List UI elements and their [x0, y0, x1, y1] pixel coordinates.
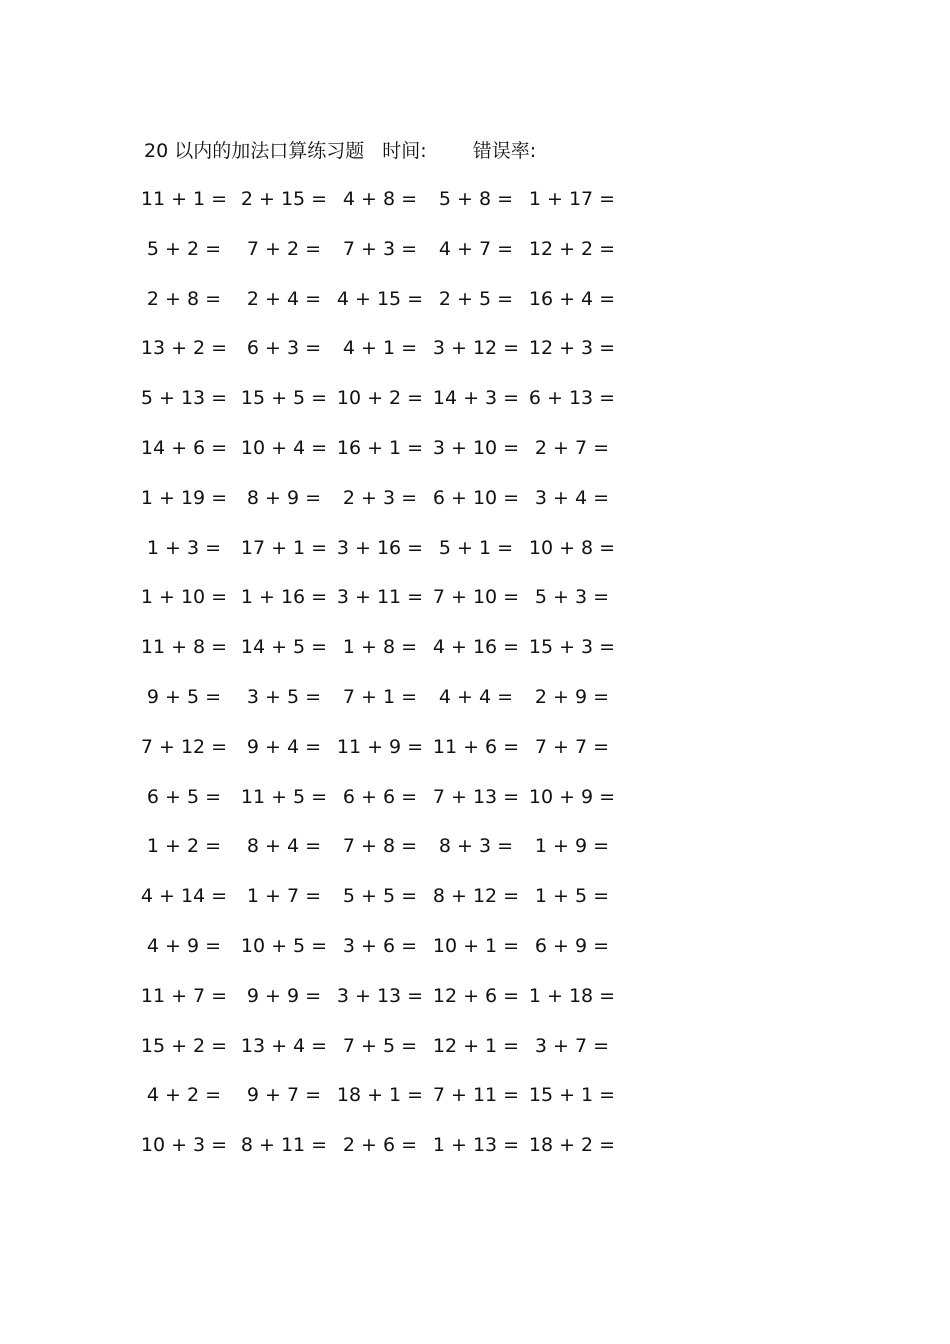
problem-item: 9 + 4 =: [246, 735, 322, 758]
problem-item: 1 + 17 =: [528, 188, 616, 210]
problem-item: 9 + 9 =: [246, 984, 322, 1007]
problem-item: 6 + 13 =: [528, 387, 616, 410]
problem-item: 5 + 8 =: [438, 188, 514, 210]
problem-item: 8 + 9 =: [246, 486, 322, 509]
problem-item: 5 + 1 =: [438, 536, 514, 559]
problem-item: 7 + 8 =: [342, 835, 418, 858]
problem-item: 6 + 3 =: [246, 337, 322, 360]
problem-row: [140, 236, 640, 286]
problem-row: [140, 286, 640, 336]
problem-item: 5 + 5 =: [342, 885, 418, 908]
problem-item: 3 + 4 =: [534, 486, 610, 509]
problem-item: 1 + 19 =: [140, 486, 228, 509]
problem-item: 1 + 7 =: [246, 885, 322, 908]
problem-item: 11 + 9 =: [336, 735, 424, 758]
problem-item: 5 + 2 =: [146, 237, 222, 260]
problem-item: 14 + 5 =: [240, 636, 328, 659]
problem-item: 1 + 10 =: [140, 586, 228, 609]
problem-item: 10 + 1 =: [432, 934, 520, 957]
problem-row: [140, 335, 640, 385]
worksheet-title: 20 以内的加法口算练习题: [144, 140, 365, 162]
problem-item: 8 + 3 =: [438, 835, 514, 858]
problem-item: 8 + 12 =: [432, 885, 520, 908]
problem-item: 2 + 8 =: [146, 287, 222, 310]
problem-grid: [140, 186, 640, 1182]
problem-item: 12 + 2 =: [528, 237, 616, 260]
problem-item: 7 + 2 =: [246, 237, 322, 260]
problem-item: 4 + 7 =: [438, 237, 514, 260]
problem-item: 10 + 2 =: [336, 387, 424, 410]
problem-item: 7 + 5 =: [342, 1034, 418, 1057]
problem-row: [140, 684, 640, 734]
problem-item: 3 + 13 =: [336, 984, 424, 1007]
problem-item: 7 + 10 =: [432, 586, 520, 609]
problem-item: 2 + 5 =: [438, 287, 514, 310]
problem-item: 4 + 4 =: [438, 685, 514, 708]
problem-item: 10 + 5 =: [240, 934, 328, 957]
problem-item: 2 + 15 =: [240, 188, 328, 210]
problem-row: [140, 1082, 640, 1132]
problem-item: 12 + 1 =: [432, 1034, 520, 1057]
problem-item: 12 + 6 =: [432, 984, 520, 1007]
problem-item: 13 + 4 =: [240, 1034, 328, 1057]
problem-item: 1 + 3 =: [146, 536, 222, 559]
problem-item: 16 + 4 =: [528, 287, 616, 310]
problem-item: 5 + 3 =: [534, 586, 610, 609]
problem-item: 4 + 15 =: [336, 287, 424, 310]
problem-item: 1 + 8 =: [342, 636, 418, 659]
problem-row: [140, 784, 640, 834]
problem-item: 10 + 3 =: [140, 1134, 228, 1157]
problem-item: 4 + 16 =: [432, 636, 520, 659]
problem-item: 1 + 16 =: [240, 586, 328, 609]
problem-item: 3 + 5 =: [246, 685, 322, 708]
problem-row: [140, 1132, 640, 1182]
problem-item: 1 + 5 =: [534, 885, 610, 908]
problem-row: [140, 933, 640, 983]
problem-item: 2 + 4 =: [246, 287, 322, 310]
problem-item: 15 + 5 =: [240, 387, 328, 410]
problem-item: 2 + 9 =: [534, 685, 610, 708]
problem-item: 11 + 5 =: [240, 785, 328, 808]
problem-item: 15 + 3 =: [528, 636, 616, 659]
problem-item: 7 + 7 =: [534, 735, 610, 758]
problem-item: 15 + 2 =: [140, 1034, 228, 1057]
problem-item: 9 + 7 =: [246, 1084, 322, 1107]
problem-item: 4 + 8 =: [342, 188, 418, 210]
problem-item: 2 + 6 =: [342, 1134, 418, 1157]
problem-row: [140, 385, 640, 435]
problem-item: 7 + 13 =: [432, 785, 520, 808]
problem-item: 15 + 1 =: [528, 1084, 616, 1107]
problem-row: [140, 883, 640, 933]
problem-item: 2 + 3 =: [342, 486, 418, 509]
problem-item: 10 + 4 =: [240, 436, 328, 459]
problem-item: 8 + 4 =: [246, 835, 322, 858]
problem-item: 6 + 6 =: [342, 785, 418, 808]
problem-row: [140, 833, 640, 883]
problem-row: [140, 535, 640, 585]
problem-item: 7 + 3 =: [342, 237, 418, 260]
problem-item: 4 + 2 =: [146, 1084, 222, 1107]
problem-item: 1 + 2 =: [146, 835, 222, 858]
problem-item: 11 + 1 =: [140, 188, 228, 210]
problem-item: 4 + 14 =: [140, 885, 228, 908]
problem-row: [140, 584, 640, 634]
problem-item: 3 + 10 =: [432, 436, 520, 459]
problem-row: [140, 186, 640, 236]
problem-item: 3 + 11 =: [336, 586, 424, 609]
time-label: 时间:: [382, 140, 427, 162]
problem-item: 7 + 1 =: [342, 685, 418, 708]
problem-item: 1 + 18 =: [528, 984, 616, 1007]
problem-item: 11 + 7 =: [140, 984, 228, 1007]
problem-item: 10 + 8 =: [528, 536, 616, 559]
problem-item: 11 + 8 =: [140, 636, 228, 659]
problem-item: 8 + 11 =: [240, 1134, 328, 1157]
problem-item: 7 + 11 =: [432, 1084, 520, 1107]
problem-row: [140, 983, 640, 1033]
problem-item: 3 + 7 =: [534, 1034, 610, 1057]
problem-item: 3 + 12 =: [432, 337, 520, 360]
worksheet-header: [144, 138, 536, 164]
problem-item: 4 + 1 =: [342, 337, 418, 360]
problem-item: 5 + 13 =: [140, 387, 228, 410]
problem-item: 6 + 9 =: [534, 934, 610, 957]
problem-item: 6 + 5 =: [146, 785, 222, 808]
problem-item: 1 + 13 =: [432, 1134, 520, 1157]
problem-item: 2 + 7 =: [534, 436, 610, 459]
problem-row: [140, 634, 640, 684]
problem-item: 12 + 3 =: [528, 337, 616, 360]
problem-item: 18 + 1 =: [336, 1084, 424, 1107]
problem-item: 11 + 6 =: [432, 735, 520, 758]
problem-item: 13 + 2 =: [140, 337, 228, 360]
problem-row: [140, 734, 640, 784]
problem-item: 3 + 16 =: [336, 536, 424, 559]
problem-item: 6 + 10 =: [432, 486, 520, 509]
problem-row: [140, 435, 640, 485]
problem-item: 16 + 1 =: [336, 436, 424, 459]
problem-item: 17 + 1 =: [240, 536, 328, 559]
problem-row: [140, 485, 640, 535]
problem-item: 14 + 3 =: [432, 387, 520, 410]
problem-item: 10 + 9 =: [528, 785, 616, 808]
problem-item: 18 + 2 =: [528, 1134, 616, 1157]
problem-item: 4 + 9 =: [146, 934, 222, 957]
problem-item: 14 + 6 =: [140, 436, 228, 459]
problem-item: 1 + 9 =: [534, 835, 610, 858]
error-rate-label: 错误率:: [472, 140, 537, 162]
problem-item: 9 + 5 =: [146, 685, 222, 708]
problem-row: [140, 1033, 640, 1083]
problem-item: 3 + 6 =: [342, 934, 418, 957]
problem-item: 7 + 12 =: [140, 735, 228, 758]
